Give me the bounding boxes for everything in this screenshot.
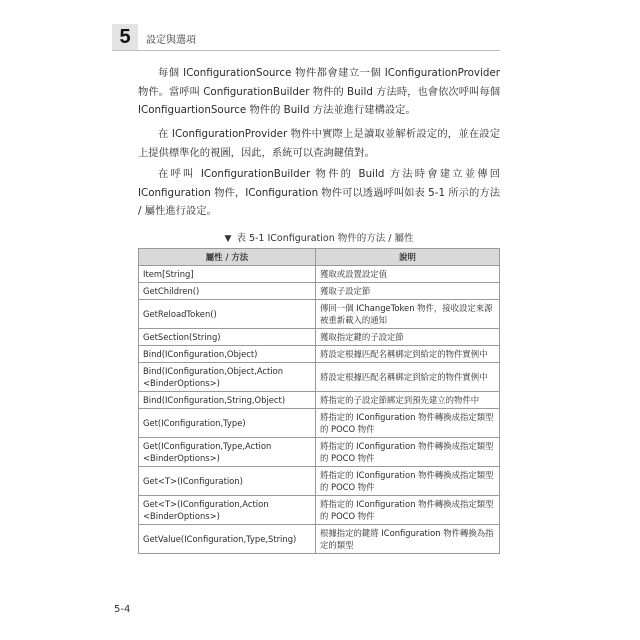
header-divider (112, 50, 500, 51)
paragraph-3: 在呼叫 IConfigurationBuilder 物件的 Build 方法時會建立並傳回 IConfiguration 物件，IConfiguration 物件可以透過呼叫如表 5-1 所示的方法 / 屬性進行設定。 (138, 168, 500, 217)
paragraph-2: 在 IConfigurationProvider 物件中實際上是讀取並解析設定的，並在設定上提供標準化的視圖，因此，系統可以查詢鍵值對。 (138, 128, 500, 159)
table-row (139, 329, 500, 346)
member-name-cell: GetValue(IConfiguration,Type,String) (139, 525, 316, 554)
table-row (139, 300, 500, 329)
table-row (139, 525, 500, 554)
member-description-cell: 獲取指定鍵的子設定節 (316, 329, 500, 346)
member-description-cell: 將指定的 IConfiguration 物件轉換成指定類型的 POCO 物件 (316, 496, 500, 525)
member-description-cell: 將設定根據匹配名稱綁定到給定的物件實例中 (316, 363, 500, 392)
member-description-cell: 獲取或設置設定值 (316, 266, 500, 283)
table-caption (138, 230, 500, 244)
member-description-cell: 將指定的 IConfiguration 物件轉換成指定類型的 POCO 物件 (316, 438, 500, 467)
triangle-down-icon: ▼ (224, 234, 232, 244)
table-row (139, 346, 500, 363)
member-description-cell: 將設定根據匹配名稱綁定到給定的物件實例中 (316, 346, 500, 363)
member-name-cell: Bind(IConfiguration,Object,Action <BinderOptions>) (139, 363, 316, 392)
table-row (139, 363, 500, 392)
table-row (139, 496, 500, 525)
member-name-cell: GetReloadToken() (139, 300, 316, 329)
member-name-cell: Bind(IConfiguration,String,Object) (139, 392, 316, 409)
table-row (139, 438, 500, 467)
member-name-cell: Get<T>(IConfiguration) (139, 467, 316, 496)
member-name-cell: Get<T>(IConfiguration,Action <BinderOptions>) (139, 496, 316, 525)
chapter-number-badge: 5 (112, 24, 138, 50)
member-description-cell: 將指定的子設定節綁定到預先建立的物件中 (316, 392, 500, 409)
member-description-cell: 傳回一個 IChangeToken 物件，接收設定來源被重新載入的通知 (316, 300, 500, 329)
table-row (139, 283, 500, 300)
properties-table (138, 248, 500, 554)
table-row (139, 467, 500, 496)
table-row (139, 392, 500, 409)
member-name-cell: Bind(IConfiguration,Object) (139, 346, 316, 363)
table-row (139, 266, 500, 283)
chapter-title: 設定與選項 (146, 35, 196, 46)
member-name-cell: GetChildren() (139, 283, 316, 300)
member-description-cell: 根據指定的鍵將 IConfiguration 物件轉換為指定的類型 (316, 525, 500, 554)
page-number: 5-4 (114, 604, 131, 615)
member-name-cell: GetSection(String) (139, 329, 316, 346)
table-header-row (139, 249, 500, 266)
table-caption-text: 表 5-1 IConfiguration 物件的方法 / 屬性 (236, 233, 414, 244)
member-name-cell: Item[String] (139, 266, 316, 283)
member-description-cell: 將指定的 IConfiguration 物件轉換成指定類型的 POCO 物件 (316, 409, 500, 438)
member-name-cell: Get(IConfiguration,Type,Action <BinderOptions>) (139, 438, 316, 467)
table-body (139, 266, 500, 554)
table-row (139, 409, 500, 438)
column-header-description: 說明 (316, 249, 500, 266)
member-description-cell: 獲取子設定節 (316, 283, 500, 300)
member-name-cell: Get(IConfiguration,Type) (139, 409, 316, 438)
member-description-cell: 將指定的 IConfiguration 物件轉換成指定類型的 POCO 物件 (316, 467, 500, 496)
paragraph-1: 每個 IConfigurationSource 物件都會建立一個 IConfigurationProvider 物件。當呼叫 ConfigurationBuilder 物件的 Build 方法時，也會依次呼叫每個 IConfiguartionSource 物件的 Build 方法並進行建構設定。 (138, 67, 500, 116)
column-header-property: 屬性 / 方法 (139, 249, 316, 266)
